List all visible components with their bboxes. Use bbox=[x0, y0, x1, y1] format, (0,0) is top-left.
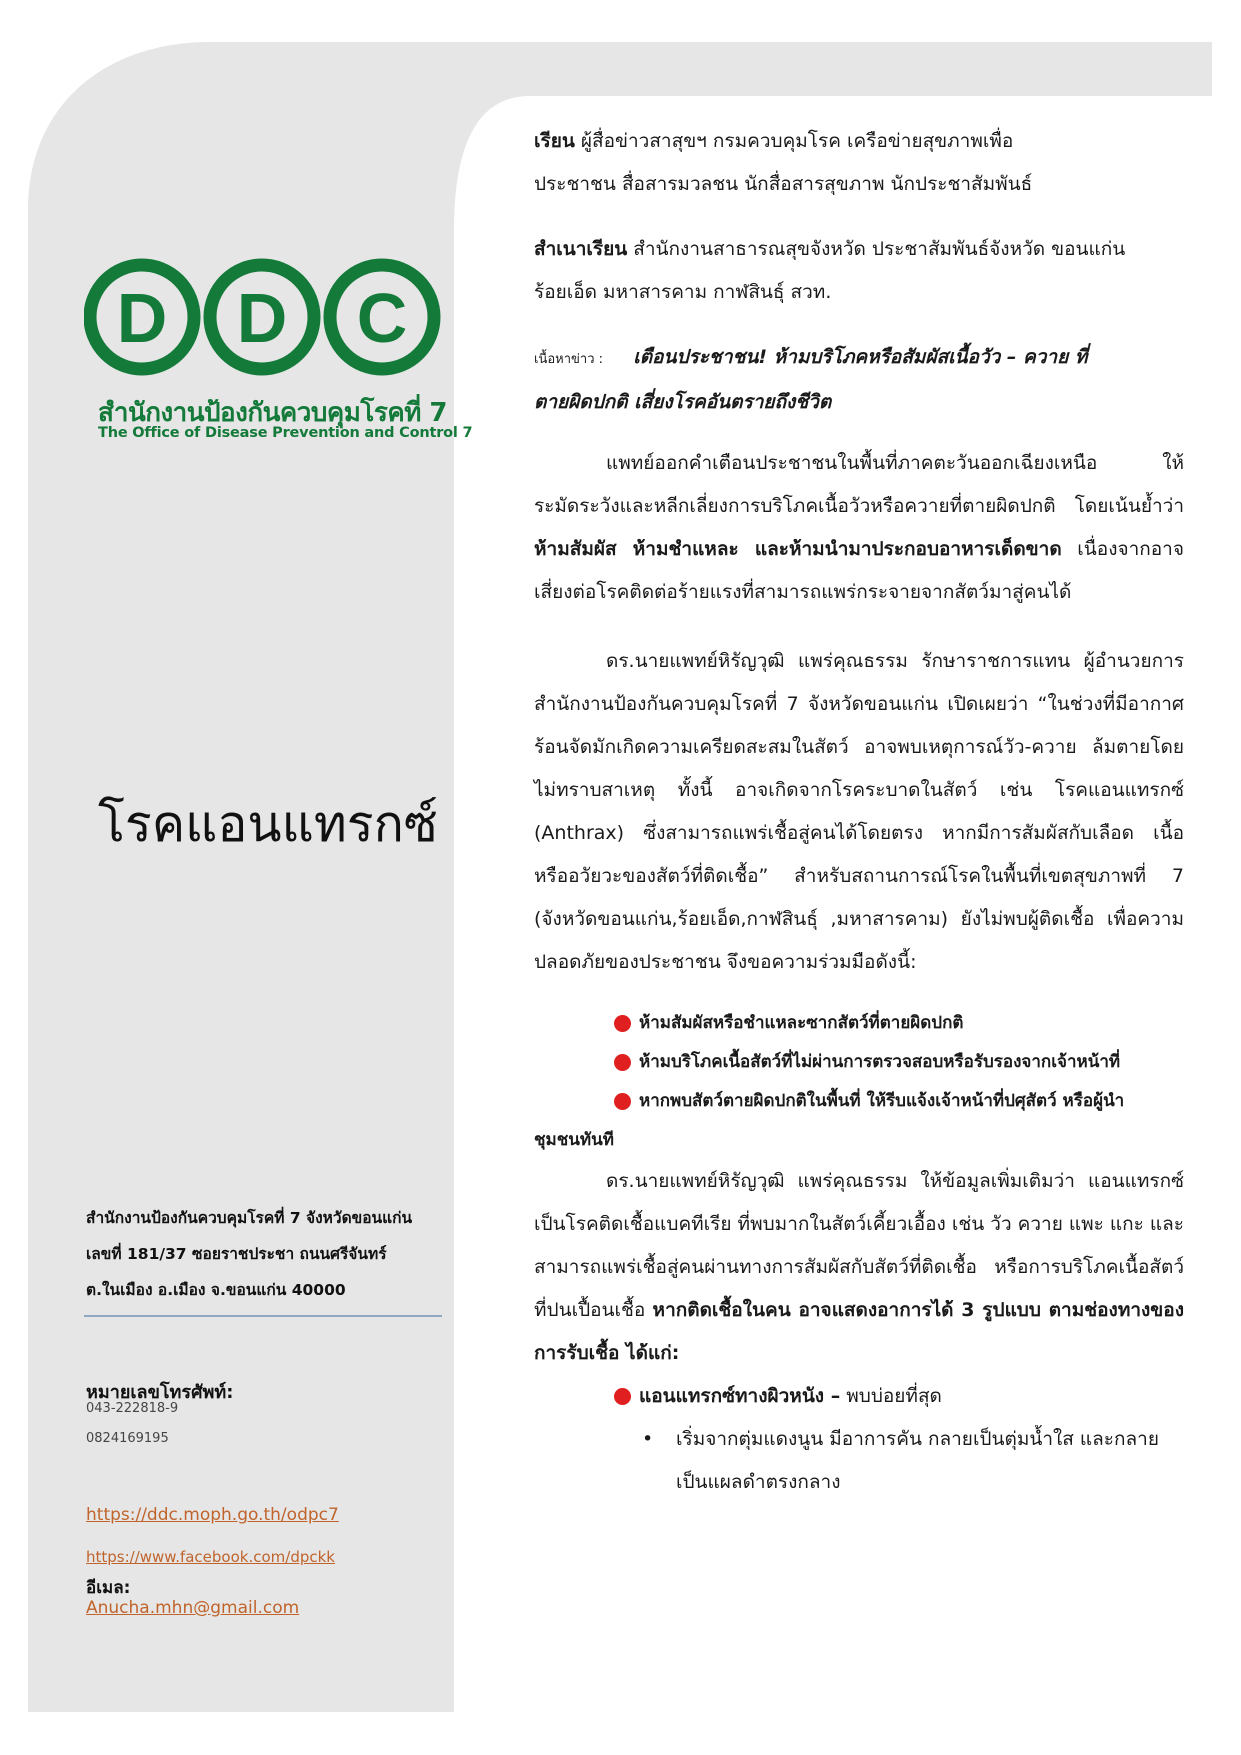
office-address bbox=[86, 1200, 412, 1308]
address-line: เลขที่ 181/37 ซอยราชประชา ถนนศรีจันทร์ bbox=[86, 1245, 387, 1263]
list-item bbox=[614, 1082, 1184, 1121]
p1-text-end: เนื่องจากอาจเสี่ยงต่อโรคติดต่อร้ายแรงที่สามารถแพร่กระจายจากสัตว์มาสู่คนได้ bbox=[534, 538, 1184, 603]
subject-cont: ตายผิดปกติ เสี่ยงโรคอันตรายถึงชีวิต bbox=[534, 391, 832, 413]
list-item bbox=[614, 1375, 1184, 1418]
address-line: ต.ในเมือง อ.เมือง จ.ขอนแก่น 40000 bbox=[86, 1281, 346, 1299]
logo-thai-name: สำนักงานป้องกันควบคุมโรคที่ 7 bbox=[98, 398, 448, 428]
address-line: สำนักงานป้องกันควบคุมโรคที่ 7 จังหวัดขอนแก่น bbox=[86, 1209, 413, 1227]
logo-letter-d1: D bbox=[116, 279, 168, 357]
to-line1: ผู้สื่อข่าวสาสุขฯ กรมควบคุมโรค เครือข่ายสุขภาพเพื่อ bbox=[574, 130, 1014, 152]
p3-bold: หากติดเชื้อในคน อาจแสดงอาการได้ 3 รูปแบบ ตามช่องทางของการรับเชื้อ ได้แก่: bbox=[534, 1299, 1184, 1364]
subject bbox=[534, 336, 1184, 381]
email-link[interactable]: Anucha.mhn@gmail.com bbox=[86, 1598, 300, 1618]
paragraph-2: ดร.นายแพทย์หิรัญวุฒิ แพร่คุณธรรม รักษาราชการแทน ผู้อำนวยการสำนักงานป้องกันควบคุมโรคที่ 7 จังหวัดขอนแก่น เปิดเผยว่า “ในช่วงที่มีอากาศร้อนจัดมักเกิดความเครียดสะสมในสัตว์ อาจพบเหตุการณ์วัว-ควาย ล้มตายโดยไม่ทราบสาเหตุ ทั้งนี้ อาจเกิดจากโรคระบาดในสัตว์ เช่น โรคแอนแทรกซ์ (Anthrax) ซึ่งสามารถแพร่เชื้อสู่คนได้โดยตรง หากมีการสัมผัสกับเลือด เนื้อ หรืออวัยวะของสัตว์ที่ติดเชื้อ” สำหรับสถานการณ์โรคในพื้นที่เขตสุขภาพที่ 7 (จังหวัดขอนแก่น,ร้อยเอ็ด,กาฬสินธุ์ ,มหาสารคาม) ยังไม่พบผู้ติดเชื้อ เพื่อความปลอดภัยของประชาชน จึงขอความร่วมมือดังนี้: bbox=[534, 650, 1184, 973]
red-dot-icon bbox=[614, 1093, 631, 1110]
cc-label: สำเนาเรียน bbox=[534, 238, 628, 260]
news-body bbox=[534, 120, 1184, 1504]
list-item bbox=[614, 1004, 1184, 1043]
logo-letter-c: C bbox=[356, 279, 408, 357]
red-dot-icon bbox=[614, 1388, 631, 1405]
cc bbox=[534, 228, 1184, 271]
p1-text: แพทย์ออกคำเตือนประชาชนในพื้นที่ภาคตะวันออกเฉียงเหนือ ให้ระมัดระวังและหลีกเลี่ยงการบริโภคเนื้อวัวหรือควายที่ตายผิดปกติ โดยเน้นย้ำว่า bbox=[534, 452, 1184, 517]
to-label: เรียน bbox=[534, 130, 575, 152]
phone-number: 043-222818-9 bbox=[86, 1401, 179, 1416]
advice-list bbox=[534, 1004, 1184, 1121]
email-heading: อีเมล: bbox=[86, 1578, 131, 1598]
type-label: แอนแทรกซ์ทางผิวหนัง – bbox=[639, 1385, 841, 1407]
topic-title: โรคแอนแทรกซ์ bbox=[98, 795, 438, 853]
logo-english-name: The Office of Disease Prevention and Control 7 bbox=[98, 425, 473, 441]
bullet-icon: • bbox=[642, 1428, 654, 1450]
divider bbox=[84, 1315, 442, 1317]
red-dot-icon bbox=[614, 1015, 631, 1032]
red-dot-icon bbox=[614, 1054, 631, 1071]
ddc-logo-icon bbox=[84, 255, 444, 385]
p3-text: ดร.นายแพทย์หิรัญวุฒิ แพร่คุณธรรม ให้ข้อมูลเพิ่มเติมว่า แอนแทรกซ์ เป็นโรคติดเชื้อแบคทีเรีย ที่พบมากในสัตว์เคี้ยวเอื้อง เช่น วัว ควาย แพะ แกะ และสามารถแพร่เชื้อสู่คนผ่านทางการสัมผัสกับสัตว์ที่ติดเชื้อ หรือการบริโภคเนื้อสัตว์ที่ปนเปื้อนเชื้อ bbox=[534, 1170, 1184, 1321]
list-item-cont: ชุมชนทันที bbox=[534, 1130, 614, 1150]
facebook-link[interactable]: https://www.facebook.com/dpckk bbox=[86, 1548, 335, 1566]
logo-letter-d2: D bbox=[236, 279, 288, 357]
subject-line1: เตือนประชาชน! ห้ามบริโภคหรือสัมผัสเนื้อวัว – ควาย ที่ bbox=[633, 346, 1088, 368]
list-item bbox=[614, 1043, 1184, 1082]
sub-list-item bbox=[614, 1418, 1184, 1504]
paragraph-3 bbox=[534, 1160, 1184, 1375]
phone-heading: หมายเลขโทรศัพท์: bbox=[86, 1382, 234, 1403]
cc-line1: สำนักงานสาธารณสุขจังหวัด ประชาสัมพันธ์จังหวัด ขอนแก่น bbox=[627, 238, 1126, 260]
p1-bold: ห้ามสัมผัส ห้ามชำแหละ และห้ามนำมาประกอบอาหารเด็ดขาด bbox=[534, 538, 1062, 560]
list-item-text: หากพบสัตว์ตายผิดปกติในพื้นที่ ให้รีบแจ้งเจ้าหน้าที่ปศุสัตว์ หรือผู้นำ bbox=[639, 1091, 1125, 1111]
anthrax-types bbox=[534, 1375, 1184, 1504]
phone-number: 0824169195 bbox=[86, 1431, 169, 1446]
sub-list-item-text: เริ่มจากตุ่มแดงนูน มีอาการคัน กลายเป็นตุ่มน้ำใส และกลายเป็นแผลดำตรงกลาง bbox=[676, 1428, 1159, 1493]
type-desc: พบบ่อยที่สุด bbox=[840, 1385, 942, 1407]
list-item-text: ห้ามสัมผัสหรือชำแหละซากสัตว์ที่ตายผิดปกติ bbox=[639, 1013, 964, 1033]
website-link[interactable]: https://ddc.moph.go.th/odpc7 bbox=[86, 1505, 339, 1525]
list-item-text: ห้ามบริโภคเนื้อสัตว์ที่ไม่ผ่านการตรวจสอบหรือรับรองจากเจ้าหน้าที่ bbox=[639, 1052, 1121, 1072]
recipients bbox=[534, 120, 1184, 163]
paragraph-1 bbox=[534, 442, 1184, 614]
recipients-cont: ประชาชน สื่อสารมวลชน นักสื่อสารสุขภาพ นักประชาสัมพันธ์ bbox=[534, 173, 1033, 195]
cc-cont: ร้อยเอ็ด มหาสารคาม กาฬสินธุ์ สวท. bbox=[534, 281, 832, 303]
subject-label: เนื้อหาข่าว : bbox=[534, 352, 604, 367]
